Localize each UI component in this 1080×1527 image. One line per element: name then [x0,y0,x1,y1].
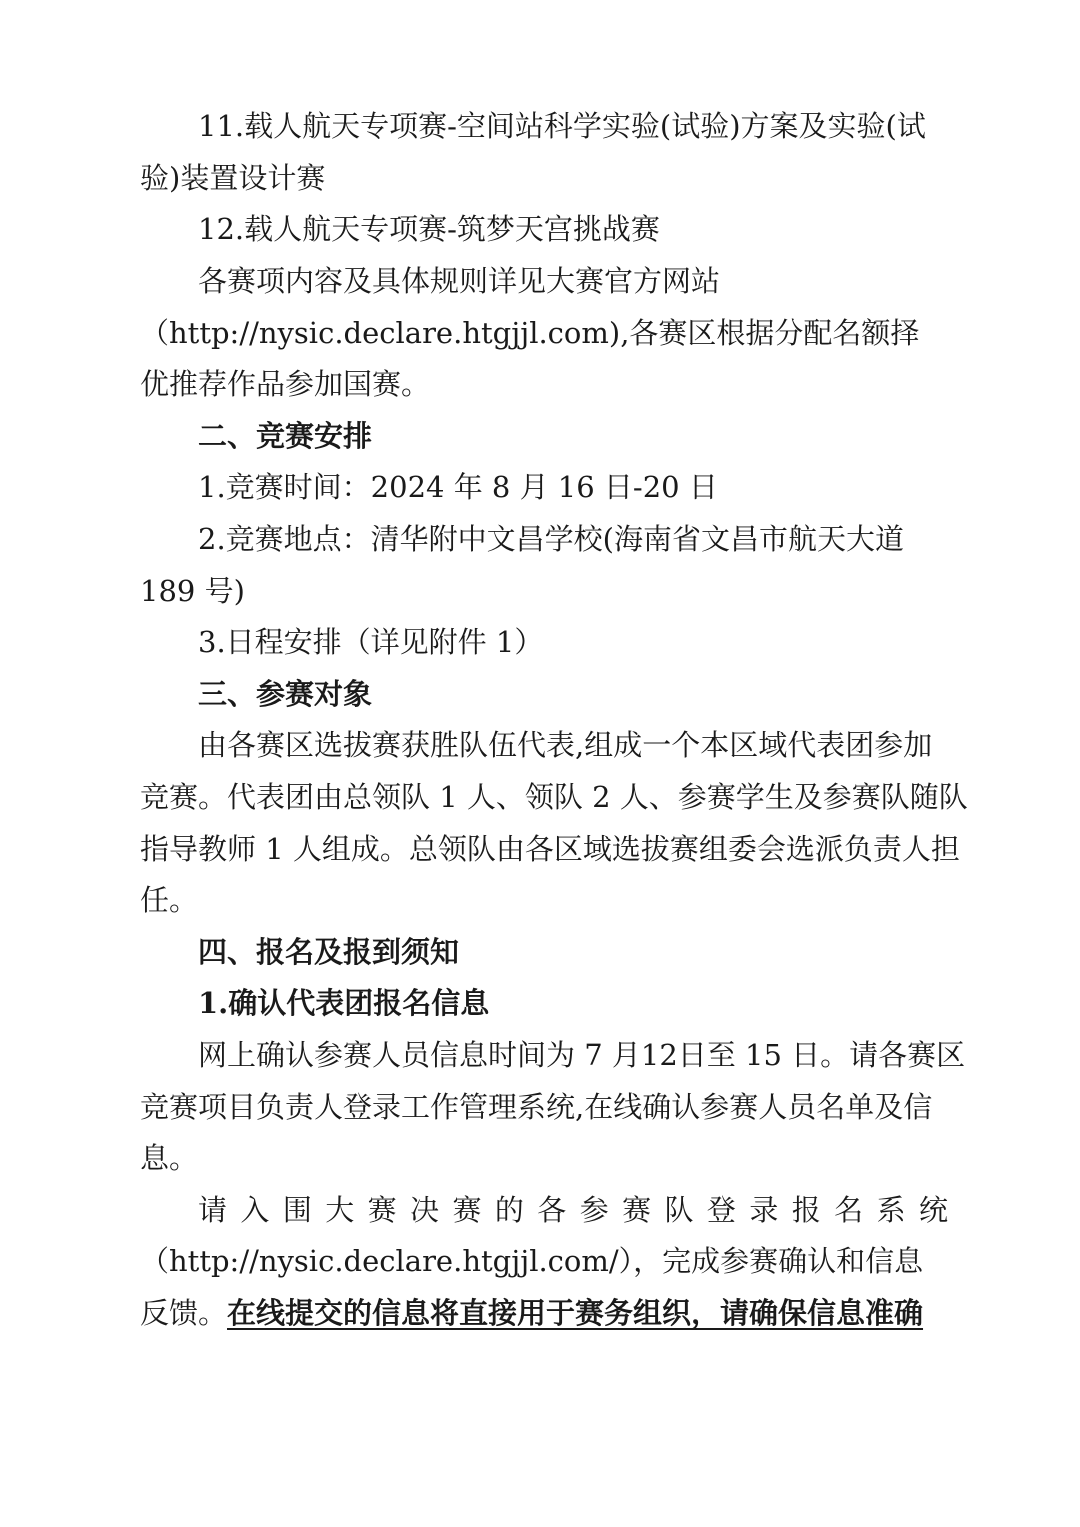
item-11-line-2: 验)装置设计赛 [140,161,326,195]
section-heading-3: 三、参赛对象 [198,677,373,711]
participants-line-2: 竞赛。代表团由总领队 1 人、领队 2 人、参赛学生及参赛队随队 [140,780,968,814]
subheading-confirm-registration: 1.确认代表团报名信息 [198,986,490,1020]
section-heading-4: 四、报名及报到须知 [198,935,460,969]
competition-venue-line-2: 189 号) [140,574,245,608]
confirm-paragraph-line-2: 竞赛项目负责人登录工作管理系统,在线确认参赛人员名单及信 [140,1090,933,1124]
finalist-paragraph-line-2: （http://nysic.declare.htgjjl.com/），完成参赛确认和信息 [140,1244,924,1278]
rules-paragraph-line-3: 优推荐作品参加国赛。 [140,367,431,401]
rules-paragraph-line-2: （http://nysic.declare.htgjjl.com),各赛区根据分配名额择 [140,316,920,350]
underlined-notice: 在线提交的信息将直接用于赛务组织，请确保信息准确 [227,1296,924,1330]
finalist-paragraph-line-1: 请入围大赛决赛的各参赛队登录报名系统 [198,1193,950,1227]
item-12: 12.载人航天专项赛-筑梦天宫挑战赛 [198,212,660,246]
item-11-line-1: 11.载人航天专项赛-空间站科学实验(试验)方案及实验(试 [198,109,926,143]
confirm-paragraph-line-3: 息。 [140,1141,199,1175]
section-heading-2: 二、竞赛安排 [198,419,373,453]
competition-venue-line-1: 2.竞赛地点：清华附中文昌学校(海南省文昌市航天大道 [198,522,904,556]
participants-line-4: 任。 [140,883,199,917]
finalist-paragraph-line-3 [140,1293,950,1333]
confirm-paragraph-line-1: 网上确认参赛人员信息时间为 7 月12日至 15 日。请各赛区 [198,1038,966,1072]
participants-line-3: 指导教师 1 人组成。总领队由各区域选拔赛组委会选派负责人担 [140,832,960,866]
rules-paragraph-line-1: 各赛项内容及具体规则详见大赛官方网站 [198,264,721,298]
participants-line-1: 由各赛区选拔赛获胜队伍代表,组成一个本区域代表团参加 [198,728,933,762]
schedule-item: 3.日程安排（详见附件 1） [198,625,544,659]
feedback-text: 反馈。 [140,1296,228,1330]
competition-time: 1.竞赛时间：2024 年 8 月 16 日-20 日 [198,470,718,504]
